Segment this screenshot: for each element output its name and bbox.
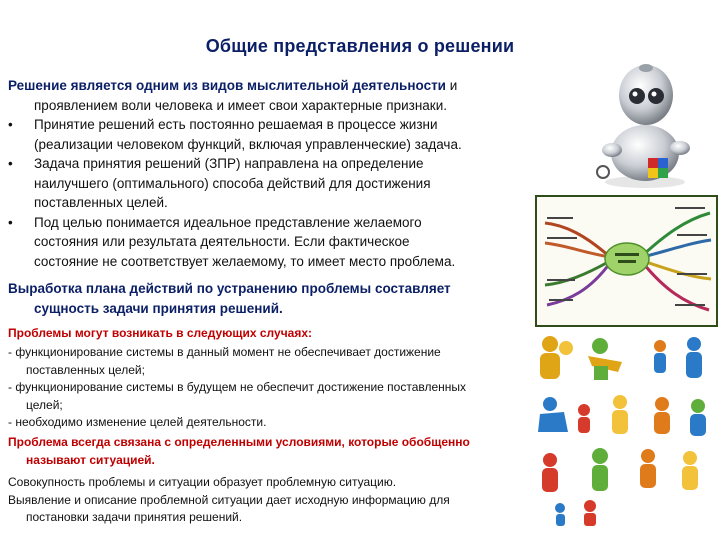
bullet-line: Задача принятия решений (ЗПР) направлена на определение <box>34 156 424 171</box>
bullet-item <box>8 154 568 213</box>
situation-paragraph <box>8 434 553 469</box>
case-line: - функционирование системы в данный момент не обеспечивает достижение <box>8 345 441 359</box>
bullet-line: Принятие решений есть постоянно решаемая в процессе жизни <box>34 117 438 132</box>
cases-list <box>8 344 548 432</box>
case-line: поставленных целей; <box>26 362 145 377</box>
plan-line1: Выработка плана действий по устранению проблемы составляет <box>8 281 451 296</box>
case-line: - необходимо изменение целей деятельности. <box>8 415 267 429</box>
bullet-marker: • <box>8 214 13 230</box>
bullet-marker: • <box>8 117 13 132</box>
bullet-item <box>8 115 568 154</box>
closing-line: Совокупность проблемы и ситуации образует проблемную ситуацию. <box>8 475 397 489</box>
problems-heading: Проблемы могут возникать в следующих случаях: <box>8 326 313 340</box>
intro-rest2: проявлением воли человека и имеет свои характерные признаки. <box>34 97 447 113</box>
case-line: - функционирование системы в будущем не обеспечит достижение поставленных <box>8 380 467 394</box>
closing-paragraphs <box>8 474 548 527</box>
bullet-line: поставленных целей. <box>34 195 168 210</box>
page-title: Общие представления о решении <box>205 36 515 56</box>
closing-line: постановки задачи принятия решений. <box>26 510 243 524</box>
mind-map-picture <box>535 195 718 327</box>
bullet-line: состояние не соответствует желаемому, то имеет место проблема. <box>34 253 456 269</box>
plan-line2: сущность задачи принятия решений. <box>34 300 283 316</box>
intro-lead: Решение является одним из видов мыслительной деятельности <box>8 78 446 93</box>
closing-line: Выявление и описание проблемной ситуации дает исходную информацию для <box>8 492 450 507</box>
bullet-marker: • <box>8 156 13 171</box>
bullet-line: (реализации человеком функций, включая управленческие) задача. <box>34 136 462 152</box>
bullet-list <box>8 115 568 271</box>
situation-line1: Проблема всегда связана с определенными условиями, которые обобщенно <box>8 435 470 449</box>
bullet-item <box>8 213 568 272</box>
bullet-line: наилучшего (оптимального) способа действий для достижения <box>34 175 431 191</box>
robot-picture <box>590 50 702 190</box>
people-figures-picture <box>530 332 720 527</box>
bullet-line: состояния или результата деятельности. Если фактическое <box>34 234 410 249</box>
intro-rest1: и <box>446 78 458 93</box>
intro-paragraph <box>8 76 568 115</box>
situation-line2: называют ситуацией. <box>26 452 155 467</box>
plan-paragraph <box>8 279 568 318</box>
bullet-line: Под целью понимается идеальное представление желаемого <box>34 214 422 230</box>
case-line: целей; <box>26 397 63 412</box>
